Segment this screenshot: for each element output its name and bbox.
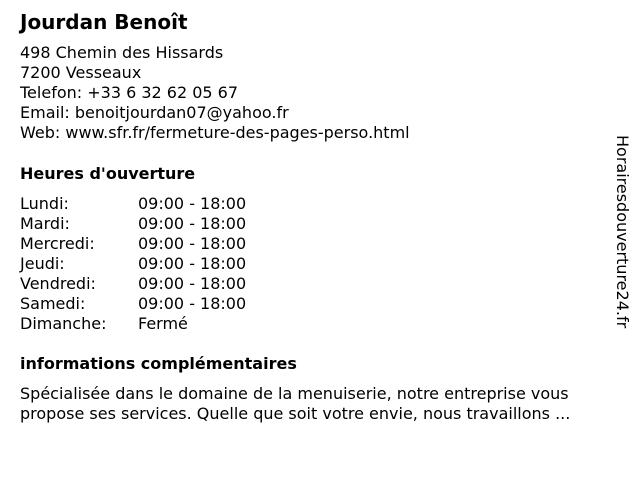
description-line: Spécialisée dans le domaine de la menuiserie, notre entreprise vous	[20, 384, 569, 403]
description-text	[20, 384, 620, 424]
business-name: Jourdan Benoît	[20, 10, 188, 34]
email-line: Email: benoitjourdan07@yahoo.fr	[20, 103, 289, 122]
site-watermark: Horairesdouverture24.fr	[613, 135, 632, 329]
day-hours: 09:00 - 18:00	[138, 294, 247, 313]
day-label: Vendredi:	[20, 274, 96, 293]
day-hours: 09:00 - 18:00	[138, 274, 247, 293]
day-hours: 09:00 - 18:00	[138, 194, 247, 213]
address-street: 498 Chemin des Hissards	[20, 43, 224, 62]
day-label: Lundi:	[20, 194, 69, 213]
info-heading: informations complémentaires	[20, 354, 297, 373]
web-line: Web: www.sfr.fr/fermeture-des-pages-perso.html	[20, 123, 410, 142]
day-hours: Fermé	[138, 314, 188, 333]
address-city: 7200 Vesseaux	[20, 63, 142, 82]
hours-row-friday	[20, 274, 320, 294]
contact-block	[20, 43, 410, 143]
hours-row-sunday	[20, 314, 320, 334]
day-label: Mardi:	[20, 214, 70, 233]
opening-hours-table	[20, 194, 320, 334]
hours-heading: Heures d'ouverture	[20, 164, 196, 183]
hours-row-thursday	[20, 254, 320, 274]
phone-line: Telefon: +33 6 32 62 05 67	[20, 83, 239, 102]
hours-row-tuesday	[20, 214, 320, 234]
day-label: Samedi:	[20, 294, 86, 313]
day-hours: 09:00 - 18:00	[138, 234, 247, 253]
day-label: Dimanche:	[20, 314, 107, 333]
hours-row-saturday	[20, 294, 320, 314]
day-hours: 09:00 - 18:00	[138, 214, 247, 233]
description-line: propose ses services. Quelle que soit votre envie, nous travaillons ...	[20, 404, 571, 423]
day-label: Mercredi:	[20, 234, 95, 253]
hours-row-monday	[20, 194, 320, 214]
hours-row-wednesday	[20, 234, 320, 254]
day-label: Jeudi:	[20, 254, 65, 273]
day-hours: 09:00 - 18:00	[138, 254, 247, 273]
